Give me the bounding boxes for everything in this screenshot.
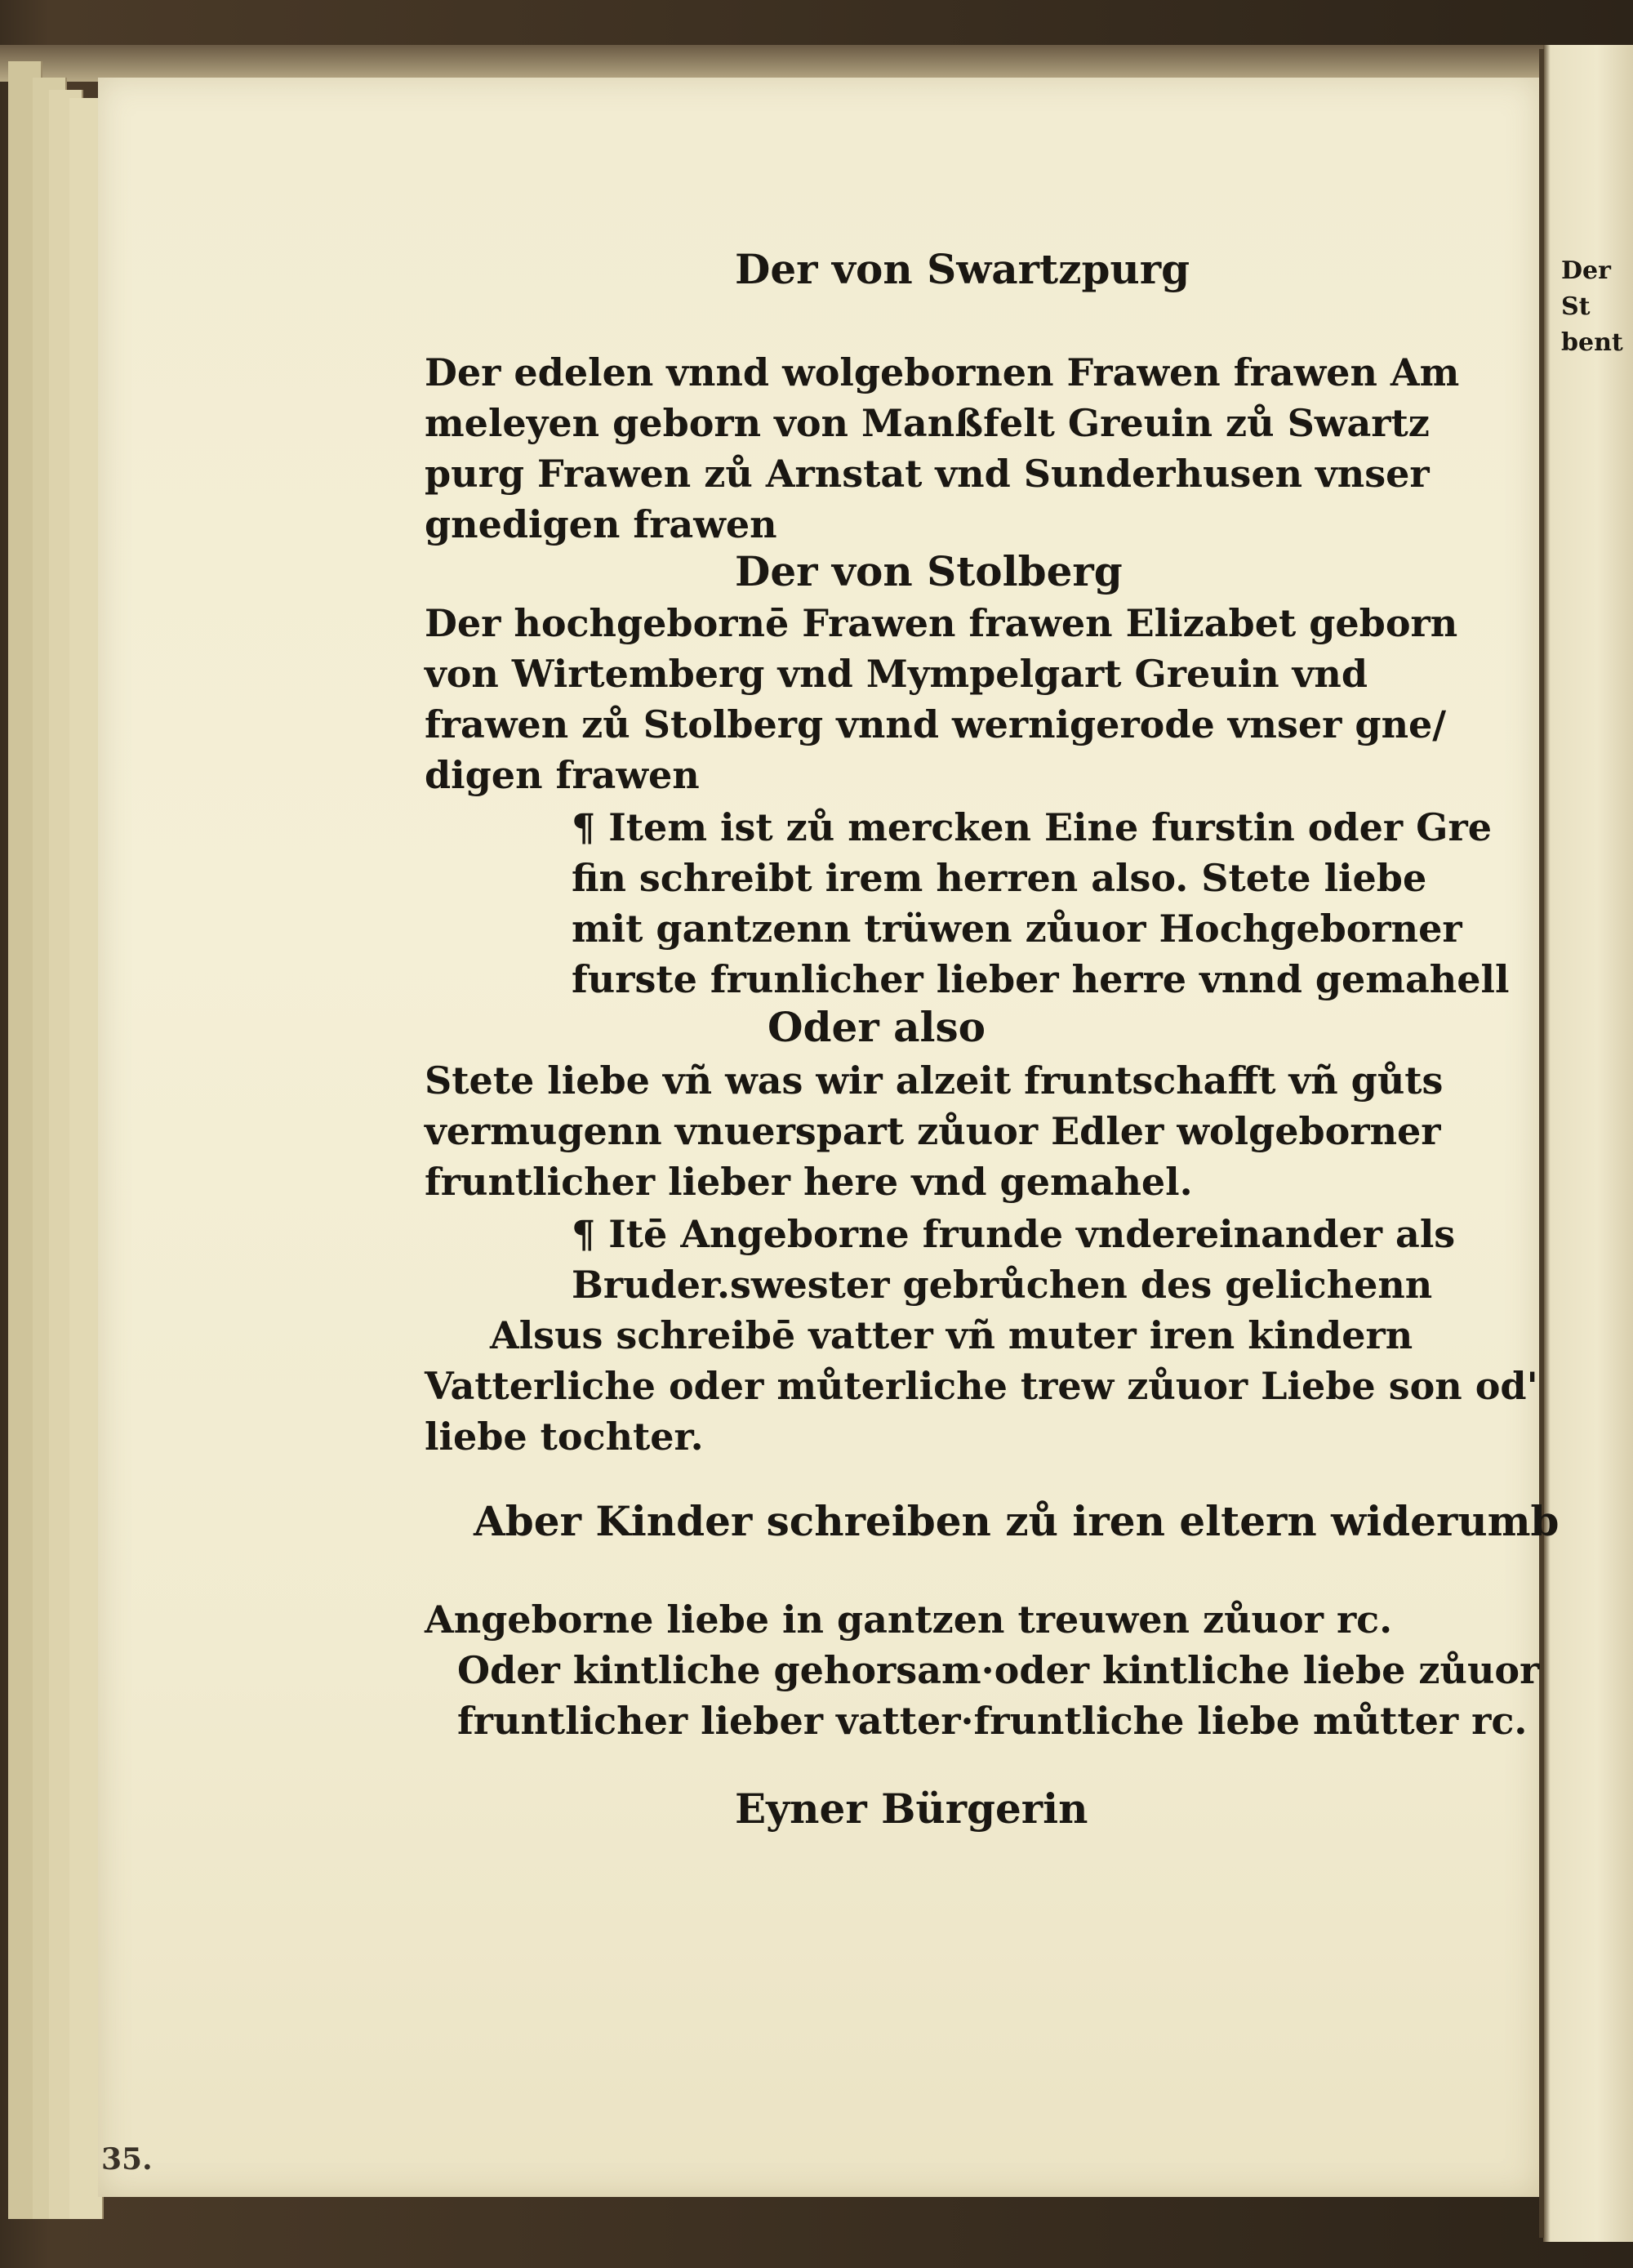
- top-binding-strip: [0, 45, 1543, 82]
- text-line: Alsus schreibē vatter vñ muter iren kindern: [490, 1313, 1413, 1357]
- text-line: gnedigen frawen: [425, 502, 777, 546]
- page-text-block: [98, 78, 1560, 2197]
- text-line: ¶ Item ist zů mercken Eine furstin oder Gre: [572, 805, 1492, 849]
- text-line: digen frawen: [425, 753, 700, 797]
- text-line: meleyen geborn von Manßfelt Greuin zů Swartz: [425, 401, 1430, 445]
- text-line: fruntlicher lieber vatter·fruntliche liebe můtter rc.: [457, 1699, 1528, 1743]
- heading-kinder: Aber Kinder schreiben zů iren eltern widerumb: [474, 1497, 1560, 1545]
- heading-buergerin: Eyner Bürgerin: [735, 1785, 1088, 1833]
- text-line: Der hochgebornē Frawen frawen Elizabet geborn: [425, 601, 1458, 645]
- text-line: Stete liebe vñ was wir alzeit fruntschafft vñ gůts: [425, 1058, 1444, 1103]
- text-line: ¶ Itē Angeborne frunde vndereinander als: [572, 1212, 1456, 1256]
- text-line: furste frunlicher lieber herre vnnd gemahell: [572, 957, 1510, 1001]
- gutter-shadow: [1539, 49, 1544, 2238]
- facing-page-edge: [1543, 45, 1633, 2242]
- text-line: fin schreibt irem herren also. Stete liebe: [572, 856, 1427, 900]
- heading-oder-also: Oder also: [768, 1003, 986, 1051]
- text-line: purg Frawen zů Arnstat vnd Sunderhusen vnser: [425, 452, 1430, 496]
- text-line: frawen zů Stolberg vnnd wernigerode vnser gne/: [425, 702, 1447, 746]
- text-line: Angeborne liebe in gantzen treuwen zůuor rc.: [425, 1597, 1393, 1642]
- text-line: liebe tochter.: [425, 1415, 704, 1459]
- text-line: von Wirtemberg vnd Mympelgart Greuin vnd: [425, 652, 1368, 696]
- text-line: fruntlicher lieber here vnd gemahel.: [425, 1160, 1193, 1204]
- text-line: mit gantzenn trüwen zůuor Hochgeborner: [572, 907, 1462, 951]
- folio-number: 35.: [101, 2142, 153, 2177]
- facing-page-fragment-text: Der St bent: [1561, 256, 1623, 357]
- heading-stolberg: Der von Stolberg: [735, 547, 1123, 595]
- heading-swartzpurg: Der von Swartzpurg: [735, 245, 1190, 293]
- text-line: Der edelen vnnd wolgebornen Frawen frawen Am: [425, 350, 1460, 394]
- text-line: vermugenn vnuerspart zůuor Edler wolgeborner: [425, 1109, 1441, 1153]
- text-line: Bruder.swester gebrůchen des gelichenn: [572, 1263, 1433, 1307]
- document-page: [98, 78, 1560, 2197]
- text-line: Vatterliche oder můterliche trew zůuor Liebe son od': [425, 1364, 1538, 1408]
- text-line: Oder kintliche gehorsam·oder kintliche liebe zůuor: [457, 1648, 1540, 1692]
